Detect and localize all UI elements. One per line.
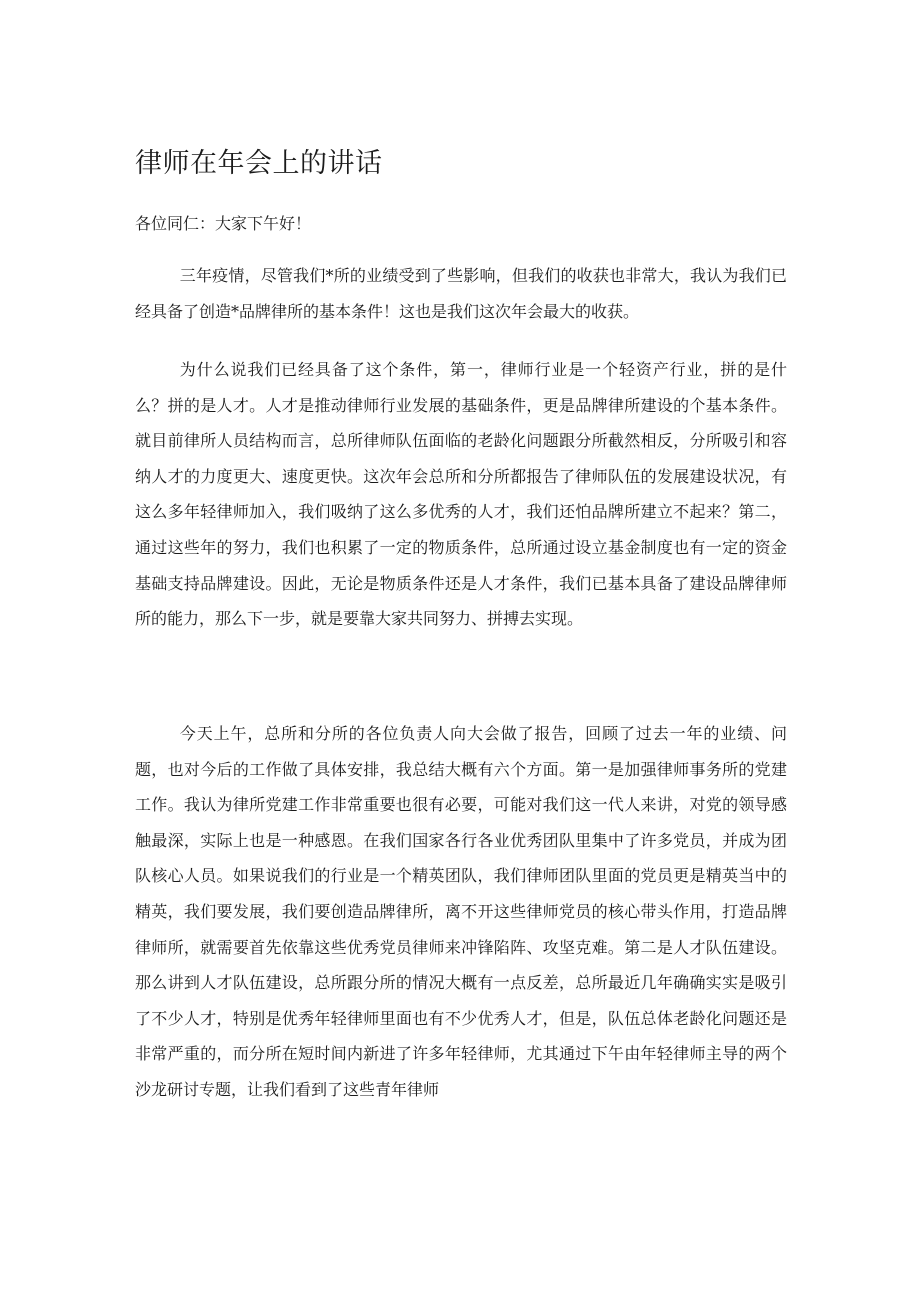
document-title: 律师在年会上的讲话 — [135, 148, 383, 179]
paragraph: 今天上午，总所和分所的各位负责人向大会做了报告，回顾了过去一年的业绩、问题，也对今后的工作做了具体安排，我总结大概有六个方面。第一是加强律师事务所的党建工作。我认为律所党建工作非常重要也很有必要，可能对我们这一代人来讲，对党的领导感触最深，实际上也是一种感恩。在我们国家各行各业优秀团队里集中了许多党员，并成为团队核心人员。如果说我们的行业是一个精英团队，我们律师团队里面的党员更是精英当中的精英，我们要发展，我们要创造品牌律所，离不开这些律师党员的核心带头作用，打造品牌律师所，就需要首先依靠这些优秀党员律师来冲锋陷阵、攻坚克难。第二是人才队伍建设。那么讲到人才队伍建设，总所跟分所的情况大概有一点反差，总所最近几年确确实实是吸引了不少人才，特别是优秀年轻律师里面也有不少优秀人才，但是，队伍总体老龄化问题还是非常严重的，而分所在短时间内新进了许多年轻律师，尤其通过下午由年轻律师主导的两个沙龙研讨专题，让我们看到了这些青年律师 — [135, 724, 787, 1099]
paragraph: 三年疫情，尽管我们*所的业绩受到了些影响，但我们的收获也非常大，我认为我们已经具备了创造*品牌律所的基本条件！这也是我们这次年会最大的收获。 — [135, 266, 787, 321]
paragraph: 为什么说我们已经具备了这个条件，第一，律师行业是一个轻资产行业，拼的是什么？拼的是人才。人才是推动律师行业发展的基础条件，更是品牌律所建设的个基本条件。就目前律所人员结构而言，总所律师队伍面临的老龄化问题跟分所截然相反，分所吸引和容纳人才的力度更大、速度更快。这次年会总所和分所都报告了律师队伍的发展建设状况，有这么多年轻律师加入，我们吸纳了这么多优秀的人才，我们还怕品牌所建立不起来？第二，通过这些年的努力，我们也积累了一定的物质条件，总所通过设立基金制度也有一定的资金基础支持品牌建设。因此，无论是物质条件还是人才条件，我们已基本具备了建设品牌律师所的能力，那么下一步，就是要靠大家共同努力、拼搏去实现。 — [135, 360, 787, 629]
greeting: 各位同仁：大家下午好！ — [135, 214, 312, 233]
